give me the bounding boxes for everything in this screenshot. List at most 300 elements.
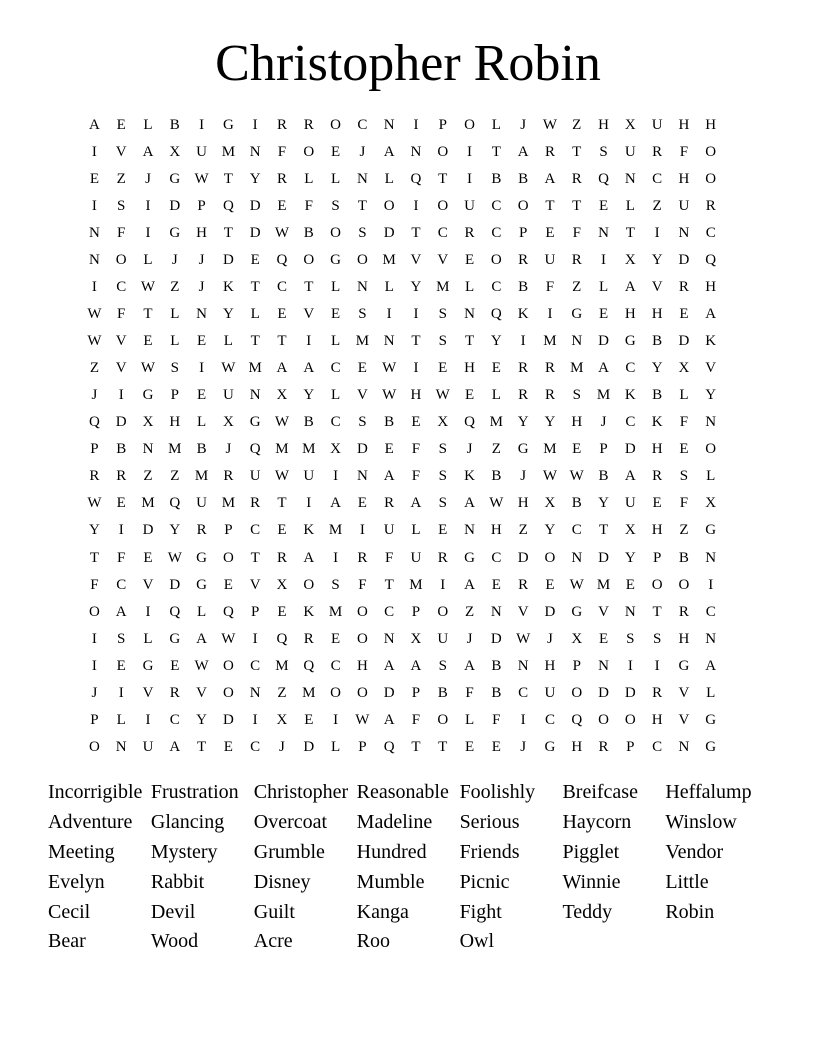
grid-letter: O (437, 603, 449, 620)
grid-letter: R (518, 576, 529, 593)
grid-letter: G (196, 576, 207, 593)
grid-letter: W (569, 576, 584, 593)
grid-letter: B (652, 387, 663, 404)
grid-letter: R (518, 360, 529, 377)
grid-letter: R (544, 387, 555, 404)
grid-letter: L (143, 630, 153, 647)
grid-letter: I (333, 711, 339, 728)
grid-letter: I (91, 279, 97, 296)
grid-letter: W (382, 360, 397, 377)
grid-letter: Y (651, 252, 663, 269)
grid-letter: K (303, 522, 315, 539)
grid-letter: C (652, 738, 663, 755)
grid-letter: W (274, 414, 290, 431)
grid-letter: R (169, 684, 180, 701)
grid-row (81, 409, 724, 436)
grid-letter: B (518, 171, 529, 188)
grid-letter: I (627, 657, 633, 674)
grid-letter: I (601, 252, 607, 269)
grid-letter: L (706, 468, 716, 485)
grid-letter: E (116, 495, 126, 512)
grid-letter: A (624, 279, 636, 296)
grid-letter: D (517, 549, 529, 566)
grid-letter: I (440, 576, 446, 593)
grid-letter: J (600, 414, 607, 431)
grid-letter: F (384, 549, 394, 566)
grid-letter: L (491, 387, 501, 404)
grid-letter: F (679, 495, 689, 512)
grid-letter: A (276, 360, 288, 377)
grid-letter: W (435, 387, 450, 404)
grid-letter: H (544, 657, 556, 674)
grid-letter: Y (598, 495, 609, 512)
grid-letter: P (411, 684, 421, 701)
grid-letter: B (116, 441, 127, 458)
grid-row (81, 328, 724, 355)
grid-letter: A (115, 603, 127, 620)
word-list-item: Bear (48, 930, 86, 953)
grid-letter: X (624, 252, 636, 269)
grid-letter: S (358, 306, 367, 323)
grid-letter: I (386, 306, 392, 323)
grid-letter: O (356, 630, 368, 647)
grid-letter: L (330, 738, 341, 755)
word-list-item: Fight (459, 900, 502, 923)
grid-letter: B (491, 468, 502, 485)
grid-letter: Q (464, 414, 475, 431)
grid-letter: O (303, 144, 315, 161)
grid-letter: A (383, 144, 395, 161)
grid-letter: Y (249, 171, 261, 188)
grid-letter: Q (383, 738, 395, 755)
grid-letter: P (652, 549, 662, 566)
grid-letter: H (571, 738, 583, 755)
grid-letter: Y (196, 711, 207, 728)
grid-row (81, 653, 724, 680)
grid-letter: W (87, 333, 102, 350)
grid-row (81, 355, 724, 382)
grid-letter: P (251, 603, 260, 620)
grid-letter: G (705, 711, 717, 728)
grid-letter: L (197, 414, 207, 431)
grid-letter: K (464, 468, 475, 485)
grid-letter: L (706, 684, 716, 701)
grid-letter: H (651, 306, 663, 323)
grid-letter: R (518, 252, 529, 269)
grid-letter: S (626, 630, 635, 647)
grid-letter: L (679, 387, 689, 404)
grid-letter: V (115, 360, 127, 377)
grid-letter: H (169, 414, 181, 431)
grid-letter: T (250, 279, 260, 296)
grid-letter: L (330, 279, 341, 296)
grid-letter: S (679, 468, 689, 485)
word-list-item: Teddy (562, 900, 613, 923)
grid-letter: M (302, 441, 316, 458)
grid-letter: O (303, 576, 315, 593)
grid-letter: I (252, 117, 258, 134)
word-list-item: Christopher (253, 781, 349, 804)
grid-letter: O (651, 576, 663, 593)
grid-letter: J (359, 144, 366, 161)
grid-letter: E (491, 360, 501, 377)
grid-letter: N (115, 738, 127, 755)
grid-letter: O (437, 144, 449, 161)
grid-letter: D (169, 198, 181, 215)
grid-letter: T (411, 225, 421, 242)
grid-letter: C (518, 684, 529, 701)
grid-letter: W (194, 171, 209, 188)
grid-letter: E (116, 117, 126, 134)
grid-letter: F (117, 306, 126, 323)
word-list-item: Roo (356, 930, 391, 953)
grid-letter: U (196, 144, 207, 161)
grid-letter: H (490, 522, 502, 539)
word-list-item: Friends (459, 840, 520, 863)
grid-letter: M (221, 495, 236, 512)
grid-letter: C (491, 225, 502, 242)
grid-letter: T (89, 549, 99, 566)
grid-letter: T (277, 495, 287, 512)
word-list-item: Serious (459, 811, 520, 834)
grid-letter: A (383, 468, 395, 485)
grid-letter: E (223, 576, 233, 593)
grid-letter: A (544, 171, 556, 188)
grid-letter: D (142, 522, 154, 539)
grid-letter: C (357, 117, 368, 134)
grid-letter: I (145, 603, 151, 620)
grid-letter: A (330, 495, 341, 512)
grid-letter: G (544, 738, 556, 755)
grid-letter: M (221, 144, 236, 161)
grid-letter: Y (624, 549, 636, 566)
grid-letter: L (384, 279, 394, 296)
grid-letter: T (572, 198, 582, 215)
grid-letter: W (274, 468, 290, 485)
grid-letter: T (438, 171, 448, 188)
grid-letter: M (543, 441, 557, 458)
grid-letter: R (464, 225, 475, 242)
grid-letter: V (249, 576, 261, 593)
grid-letter: S (117, 630, 126, 647)
grid-letter: Y (651, 360, 663, 377)
grid-letter: D (249, 225, 261, 242)
grid-letter: O (437, 711, 449, 728)
grid-letter: U (410, 549, 422, 566)
grid-letter: N (571, 549, 583, 566)
grid-letter: C (330, 657, 341, 674)
grid-letter: Z (116, 171, 126, 188)
grid-letter: R (652, 144, 663, 161)
grid-letter: M (409, 576, 423, 593)
word-list (48, 778, 768, 957)
grid-letter: W (221, 630, 236, 647)
grid-letter: D (383, 684, 395, 701)
grid-letter: T (250, 549, 260, 566)
grid-letter: H (705, 117, 717, 134)
grid-letter: A (303, 360, 315, 377)
grid-letter: H (196, 225, 207, 242)
grid-letter: K (517, 306, 529, 323)
grid-letter: L (143, 252, 153, 269)
grid-letter: I (118, 387, 124, 404)
grid-letter: R (276, 171, 287, 188)
grid-letter: X (571, 630, 583, 647)
grid-letter: O (383, 198, 395, 215)
grid-letter: W (569, 468, 584, 485)
grid-letter: E (572, 441, 582, 458)
grid-letter: K (303, 603, 315, 620)
grid-row (81, 247, 724, 274)
grid-letter: X (705, 495, 717, 512)
grid-letter: S (652, 630, 662, 647)
grid-row (81, 734, 724, 761)
grid-letter: S (438, 495, 447, 512)
grid-letter: M (194, 468, 209, 485)
grid-letter: T (304, 279, 314, 296)
grid-letter: N (598, 657, 609, 674)
grid-letter: H (464, 360, 475, 377)
grid-letter: W (140, 360, 156, 377)
grid-letter: H (410, 387, 422, 404)
word-list-item: Little (665, 870, 709, 893)
grid-letter: N (356, 468, 368, 485)
grid-letter: F (304, 198, 313, 215)
grid-letter: T (598, 522, 609, 539)
grid-letter: G (169, 171, 181, 188)
grid-letter: I (91, 657, 97, 674)
grid-letter: G (624, 333, 636, 350)
grid-letter: Y (169, 522, 181, 539)
grid-letter: E (143, 549, 153, 566)
grid-letter: S (572, 387, 581, 404)
grid-letter: F (492, 711, 501, 728)
grid-letter: R (518, 387, 529, 404)
grid-letter: E (330, 306, 341, 323)
grid-letter: J (520, 468, 527, 485)
grid-letter: U (249, 468, 261, 485)
grid-row (81, 166, 724, 193)
grid-letter: I (145, 198, 151, 215)
grid-letter: G (705, 738, 717, 755)
grid-letter: Q (249, 441, 261, 458)
word-list-item: Frustration (150, 781, 239, 804)
grid-letter: C (652, 171, 663, 188)
word-list-item: Adventure (48, 811, 133, 834)
grid-letter: M (596, 387, 611, 404)
word-list-item: Grumble (253, 840, 325, 863)
grid-letter: R (705, 198, 716, 215)
grid-letter: S (331, 198, 340, 215)
word-list-row (48, 808, 768, 838)
grid-letter: X (276, 711, 288, 728)
grid-letter: I (413, 198, 419, 215)
word-list-item: Winslow (665, 811, 737, 834)
grid-letter: Z (518, 522, 528, 539)
grid-letter: I (413, 306, 419, 323)
grid-letter: G (249, 414, 261, 431)
grid-letter: C (491, 549, 502, 566)
grid-letter: O (88, 603, 100, 620)
grid-letter: B (169, 117, 180, 134)
grid-letter: N (624, 603, 636, 620)
grid-letter: X (330, 441, 341, 458)
grid-letter: D (678, 252, 690, 269)
grid-letter: T (197, 738, 207, 755)
grid-letter: W (167, 549, 182, 566)
grid-letter: V (356, 387, 368, 404)
grid-letter: C (437, 225, 448, 242)
grid-letter: X (276, 387, 288, 404)
grid-letter: E (652, 495, 662, 512)
grid-letter: Z (277, 684, 287, 701)
grid-letter: P (518, 225, 528, 242)
word-list-item: Pigglet (562, 840, 620, 863)
word-list-item: Guilt (253, 900, 295, 923)
grid-letter: L (330, 387, 341, 404)
grid-letter: E (491, 576, 501, 593)
grid-letter: O (88, 738, 100, 755)
grid-letter: J (198, 279, 205, 296)
grid-letter: D (678, 333, 690, 350)
grid-letter: Q (169, 495, 181, 512)
grid-letter: U (624, 495, 636, 512)
grid-letter: D (356, 441, 368, 458)
grid-letter: P (599, 441, 608, 458)
grid-letter: E (197, 333, 207, 350)
grid-letter: D (383, 225, 395, 242)
grid-letter: T (464, 333, 475, 350)
grid-letter: V (678, 711, 690, 728)
grid-letter: A (624, 468, 636, 485)
word-list-item: Foolishly (459, 781, 536, 804)
grid-letter: C (491, 198, 502, 215)
grid-letter: Q (571, 711, 583, 728)
grid-letter: S (438, 441, 447, 458)
grid-letter: C (169, 711, 180, 728)
grid-letter: U (222, 387, 234, 404)
grid-row (81, 517, 724, 544)
grid-letter: S (117, 198, 126, 215)
grid-letter: D (544, 603, 556, 620)
word-list-item: Mumble (356, 870, 425, 893)
grid-letter: T (223, 225, 233, 242)
grid-letter: E (464, 252, 475, 269)
grid-letter: R (652, 684, 663, 701)
grid-letter: V (115, 144, 127, 161)
grid-letter: V (598, 603, 609, 620)
word-list-row (48, 867, 768, 897)
grid-letter: O (330, 684, 341, 701)
grid-letter: L (223, 333, 233, 350)
grid-letter: M (596, 576, 611, 593)
grid-letter: V (142, 684, 154, 701)
grid-letter: E (411, 414, 421, 431)
grid-letter: B (491, 171, 502, 188)
grid-letter: X (437, 414, 449, 431)
grid-letter: N (678, 738, 690, 755)
grid-letter: R (276, 549, 287, 566)
word-list-row (48, 897, 768, 927)
grid-letter: T (411, 333, 421, 350)
grid-letter: R (437, 549, 448, 566)
grid-letter: D (624, 684, 636, 701)
grid-letter: V (303, 306, 315, 323)
word-list-item: Winnie (562, 870, 621, 893)
grid-letter: K (624, 387, 636, 404)
grid-letter: S (438, 306, 447, 323)
grid-letter: Q (276, 630, 288, 647)
grid-letter: A (464, 576, 475, 593)
grid-letter: M (248, 360, 262, 377)
grid-letter: O (222, 657, 234, 674)
word-list-item: Heffalump (665, 781, 752, 804)
grid-letter: A (464, 657, 475, 674)
grid-letter: A (410, 657, 422, 674)
grid-letter: E (223, 738, 233, 755)
grid-letter: H (651, 441, 663, 458)
grid-letter: L (143, 117, 153, 134)
grid-row (81, 626, 724, 653)
word-list-item: Haycorn (562, 811, 632, 834)
grid-letter: Y (705, 387, 717, 404)
grid-letter: N (464, 306, 475, 323)
grid-letter: I (654, 657, 660, 674)
grid-letter: D (115, 414, 127, 431)
grid-letter: W (221, 360, 236, 377)
grid-letter: C (330, 360, 341, 377)
grid-letter: T (277, 333, 287, 350)
grid-letter: Y (517, 414, 529, 431)
grid-letter: O (544, 549, 556, 566)
word-list-item: Glancing (150, 811, 225, 834)
grid-letter: I (252, 630, 258, 647)
grid-letter: P (572, 657, 581, 674)
grid-letter: W (542, 468, 558, 485)
grid-letter: R (303, 117, 314, 134)
grid-letter: X (678, 360, 690, 377)
grid-letter: O (356, 684, 368, 701)
grid-letter: N (705, 414, 717, 431)
grid-letter: U (544, 252, 556, 269)
grid-letter: N (705, 549, 717, 566)
grid-letter: X (276, 576, 288, 593)
grid-letter: J (225, 441, 232, 458)
grid-letter: A (383, 657, 395, 674)
grid-letter: E (438, 522, 448, 539)
grid-letter: G (330, 252, 341, 269)
grid-letter: I (145, 711, 151, 728)
grid-letter: H (678, 630, 690, 647)
grid-letter: X (222, 414, 234, 431)
word-list-item: Disney (253, 870, 311, 893)
grid-letter: L (116, 711, 126, 728)
grid-letter: M (382, 252, 396, 269)
word-list-item: Robin (665, 900, 715, 923)
grid-letter: O (490, 252, 502, 269)
grid-letter: U (142, 738, 154, 755)
grid-letter: W (194, 657, 209, 674)
grid-letter: W (355, 711, 370, 728)
grid-letter: Q (705, 252, 717, 269)
grid-letter: L (330, 171, 341, 188)
grid-letter: B (678, 549, 689, 566)
grid-letter: N (142, 441, 154, 458)
grid-letter: G (169, 630, 181, 647)
grid-letter: V (517, 603, 529, 620)
grid-letter: N (464, 522, 475, 539)
grid-letter: P (411, 603, 421, 620)
